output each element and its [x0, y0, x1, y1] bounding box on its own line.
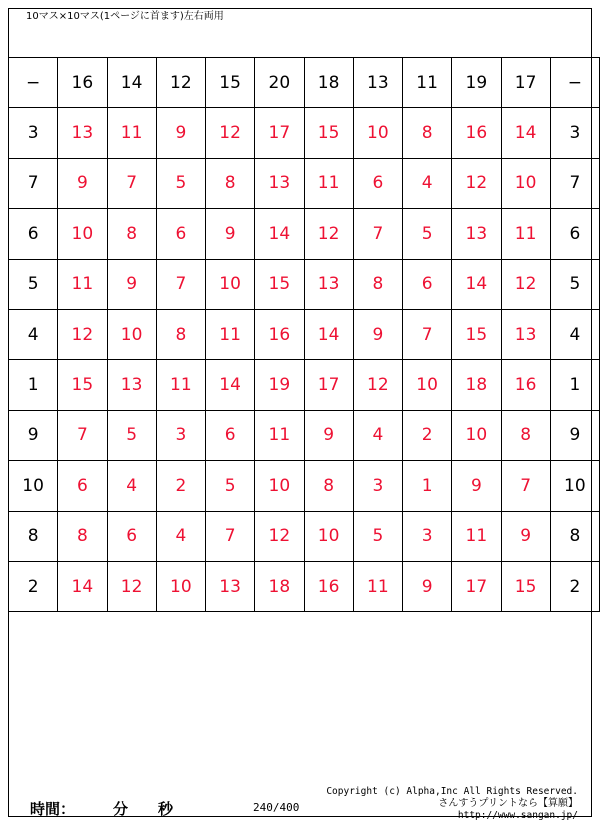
grid-column-header: 11	[403, 58, 452, 108]
time-record-field	[30, 798, 173, 819]
grid-answer-cell[interactable]: 8	[353, 259, 402, 309]
grid-row	[9, 410, 600, 460]
grid-answer-cell[interactable]: 9	[501, 511, 550, 561]
grid-answer-cell[interactable]: 14	[304, 309, 353, 359]
grid-answer-cell[interactable]: 11	[58, 259, 107, 309]
grid-answer-cell[interactable]: 5	[353, 511, 402, 561]
grid-answer-cell[interactable]: 8	[206, 158, 255, 208]
grid-answer-cell[interactable]: 9	[107, 259, 156, 309]
grid-column-header: 15	[206, 58, 255, 108]
grid-answer-cell[interactable]: 5	[107, 410, 156, 460]
grid-column-header: 13	[353, 58, 402, 108]
grid-answer-cell[interactable]: 12	[452, 158, 501, 208]
grid-answer-cell[interactable]: 18	[255, 561, 304, 611]
grid-answer-cell[interactable]: 11	[107, 108, 156, 158]
grid-answer-cell[interactable]: 10	[206, 259, 255, 309]
grid-answer-cell[interactable]: 13	[452, 209, 501, 259]
grid-answer-cell[interactable]: 14	[501, 108, 550, 158]
grid-answer-cell[interactable]: 10	[304, 511, 353, 561]
copyright-block	[326, 786, 578, 822]
grid-answer-cell[interactable]: 10	[501, 158, 550, 208]
time-label: 時間：	[30, 800, 76, 818]
grid-answer-cell[interactable]: 7	[156, 259, 205, 309]
grid-row-header-left: 5	[9, 259, 58, 309]
grid-row-header-right: 2	[550, 561, 599, 611]
grid-row-header-right: 5	[550, 259, 599, 309]
grid-answer-cell[interactable]: 10	[353, 108, 402, 158]
grid-answer-cell[interactable]: 6	[206, 410, 255, 460]
grid-answer-cell[interactable]: 5	[206, 461, 255, 511]
grid-row-header-right: 6	[550, 209, 599, 259]
grid-answer-cell[interactable]: 6	[156, 209, 205, 259]
grid-answer-cell[interactable]: 12	[304, 209, 353, 259]
grid-answer-cell[interactable]: 8	[156, 309, 205, 359]
grid-answer-cell[interactable]: 12	[107, 561, 156, 611]
grid-answer-cell[interactable]: 12	[206, 108, 255, 158]
grid-answer-cell[interactable]: 7	[403, 309, 452, 359]
grid-answer-cell[interactable]: 17	[304, 360, 353, 410]
grid-answer-cell[interactable]: 8	[403, 108, 452, 158]
grid-answer-cell[interactable]: 16	[501, 360, 550, 410]
grid-answer-cell[interactable]: 4	[403, 158, 452, 208]
grid-answer-cell[interactable]: 1	[403, 461, 452, 511]
grid-row	[9, 511, 600, 561]
grid-row-header-right: 10	[550, 461, 599, 511]
grid-row	[9, 209, 600, 259]
grid-answer-cell[interactable]: 6	[58, 461, 107, 511]
grid-answer-cell[interactable]: 12	[58, 309, 107, 359]
grid-corner-left: −	[9, 58, 58, 108]
minutes-label: 分	[113, 800, 129, 818]
grid-column-header: 14	[107, 58, 156, 108]
grid-header-row	[9, 58, 600, 108]
grid-answer-cell[interactable]: 15	[255, 259, 304, 309]
grid-row-header-left: 9	[9, 410, 58, 460]
page-number: 240/400	[253, 801, 300, 814]
grid-answer-cell[interactable]: 14	[58, 561, 107, 611]
grid-answer-cell[interactable]: 11	[452, 511, 501, 561]
grid-answer-cell[interactable]: 15	[452, 309, 501, 359]
grid-row-header-left: 3	[9, 108, 58, 158]
grid-answer-cell[interactable]: 14	[255, 209, 304, 259]
copyright-line: Copyright (c) Alpha,Inc All Rights Reserved.	[326, 786, 578, 797]
grid-answer-cell[interactable]: 8	[107, 209, 156, 259]
grid-answer-cell[interactable]: 3	[353, 461, 402, 511]
grid-column-header: 18	[304, 58, 353, 108]
grid-answer-cell[interactable]: 13	[304, 259, 353, 309]
grid-answer-cell[interactable]: 9	[58, 158, 107, 208]
grid-row-header-left: 10	[9, 461, 58, 511]
grid-row	[9, 309, 600, 359]
grid-answer-cell[interactable]: 5	[403, 209, 452, 259]
grid-column-header: 17	[501, 58, 550, 108]
publisher-url: http://www.sangan.jp/	[457, 810, 578, 821]
subtraction-grid-container	[8, 57, 600, 612]
grid-answer-cell[interactable]: 7	[206, 511, 255, 561]
grid-answer-cell[interactable]: 15	[58, 360, 107, 410]
grid-answer-cell[interactable]: 17	[255, 108, 304, 158]
grid-answer-cell[interactable]: 13	[501, 309, 550, 359]
grid-answer-cell[interactable]: 12	[501, 259, 550, 309]
grid-answer-cell[interactable]: 6	[107, 511, 156, 561]
grid-answer-cell[interactable]: 13	[107, 360, 156, 410]
grid-answer-cell[interactable]: 9	[353, 309, 402, 359]
grid-answer-cell[interactable]: 16	[452, 108, 501, 158]
grid-row	[9, 561, 600, 611]
grid-column-header: 12	[156, 58, 205, 108]
grid-answer-cell[interactable]: 7	[501, 461, 550, 511]
grid-answer-cell[interactable]: 2	[156, 461, 205, 511]
grid-row-header-right: 1	[550, 360, 599, 410]
grid-answer-cell[interactable]: 10	[255, 461, 304, 511]
grid-column-header: 16	[58, 58, 107, 108]
grid-answer-cell[interactable]: 8	[304, 461, 353, 511]
grid-answer-cell[interactable]: 3	[403, 511, 452, 561]
grid-row	[9, 360, 600, 410]
grid-answer-cell[interactable]: 12	[255, 511, 304, 561]
grid-answer-cell[interactable]: 10	[107, 309, 156, 359]
grid-answer-cell[interactable]: 11	[304, 158, 353, 208]
grid-answer-cell[interactable]: 11	[255, 410, 304, 460]
grid-answer-cell[interactable]: 17	[452, 561, 501, 611]
grid-row-header-left: 4	[9, 309, 58, 359]
grid-answer-cell[interactable]: 4	[156, 511, 205, 561]
grid-answer-cell[interactable]: 9	[304, 410, 353, 460]
grid-row-header-right: 8	[550, 511, 599, 561]
page-title: 10マス×10マス(1ページに首ます)左右両用	[26, 11, 224, 22]
grid-answer-cell[interactable]: 13	[206, 561, 255, 611]
grid-row-header-left: 7	[9, 158, 58, 208]
grid-answer-cell[interactable]: 4	[353, 410, 402, 460]
grid-row-header-right: 7	[550, 158, 599, 208]
grid-answer-cell[interactable]: 10	[452, 410, 501, 460]
grid-answer-cell[interactable]: 16	[304, 561, 353, 611]
grid-answer-cell[interactable]: 19	[255, 360, 304, 410]
grid-answer-cell[interactable]: 16	[255, 309, 304, 359]
grid-row-header-right: 9	[550, 410, 599, 460]
grid-answer-cell[interactable]: 5	[156, 158, 205, 208]
grid-answer-cell[interactable]: 4	[107, 461, 156, 511]
grid-answer-cell[interactable]: 15	[304, 108, 353, 158]
grid-corner-right: −	[550, 58, 599, 108]
grid-row-header-right: 3	[550, 108, 599, 158]
grid-answer-cell[interactable]: 18	[452, 360, 501, 410]
grid-row-header-right: 4	[550, 309, 599, 359]
grid-answer-cell[interactable]: 11	[353, 561, 402, 611]
grid-answer-cell[interactable]: 14	[452, 259, 501, 309]
seconds-label: 秒	[158, 800, 174, 818]
publisher-name: さんすうプリントなら【算願】	[438, 798, 578, 809]
grid-answer-cell[interactable]: 15	[501, 561, 550, 611]
grid-answer-cell[interactable]: 7	[107, 158, 156, 208]
grid-answer-cell[interactable]: 7	[58, 410, 107, 460]
grid-answer-cell[interactable]: 9	[156, 108, 205, 158]
grid-answer-cell[interactable]: 11	[206, 309, 255, 359]
grid-answer-cell[interactable]: 10	[403, 360, 452, 410]
grid-answer-cell[interactable]: 6	[353, 158, 402, 208]
grid-answer-cell[interactable]: 10	[58, 209, 107, 259]
grid-row	[9, 461, 600, 511]
grid-answer-cell[interactable]: 9	[403, 561, 452, 611]
grid-row-header-left: 1	[9, 360, 58, 410]
grid-answer-cell[interactable]: 2	[403, 410, 452, 460]
grid-answer-cell[interactable]: 9	[452, 461, 501, 511]
grid-answer-cell[interactable]: 14	[206, 360, 255, 410]
grid-answer-cell[interactable]: 9	[206, 209, 255, 259]
grid-answer-cell[interactable]: 6	[403, 259, 452, 309]
grid-row-header-left: 8	[9, 511, 58, 561]
grid-column-header: 20	[255, 58, 304, 108]
grid-answer-cell[interactable]: 13	[58, 108, 107, 158]
grid-row	[9, 259, 600, 309]
grid-row-header-left: 2	[9, 561, 58, 611]
grid-answer-cell[interactable]: 7	[353, 209, 402, 259]
grid-answer-cell[interactable]: 10	[156, 561, 205, 611]
grid-row	[9, 158, 600, 208]
subtraction-grid	[8, 57, 600, 612]
grid-answer-cell[interactable]: 13	[255, 158, 304, 208]
grid-answer-cell[interactable]: 12	[353, 360, 402, 410]
grid-answer-cell[interactable]: 3	[156, 410, 205, 460]
grid-answer-cell[interactable]: 11	[501, 209, 550, 259]
grid-answer-cell[interactable]: 8	[58, 511, 107, 561]
grid-answer-cell[interactable]: 11	[156, 360, 205, 410]
grid-row	[9, 108, 600, 158]
grid-column-header: 19	[452, 58, 501, 108]
grid-row-header-left: 6	[9, 209, 58, 259]
grid-answer-cell[interactable]: 8	[501, 410, 550, 460]
